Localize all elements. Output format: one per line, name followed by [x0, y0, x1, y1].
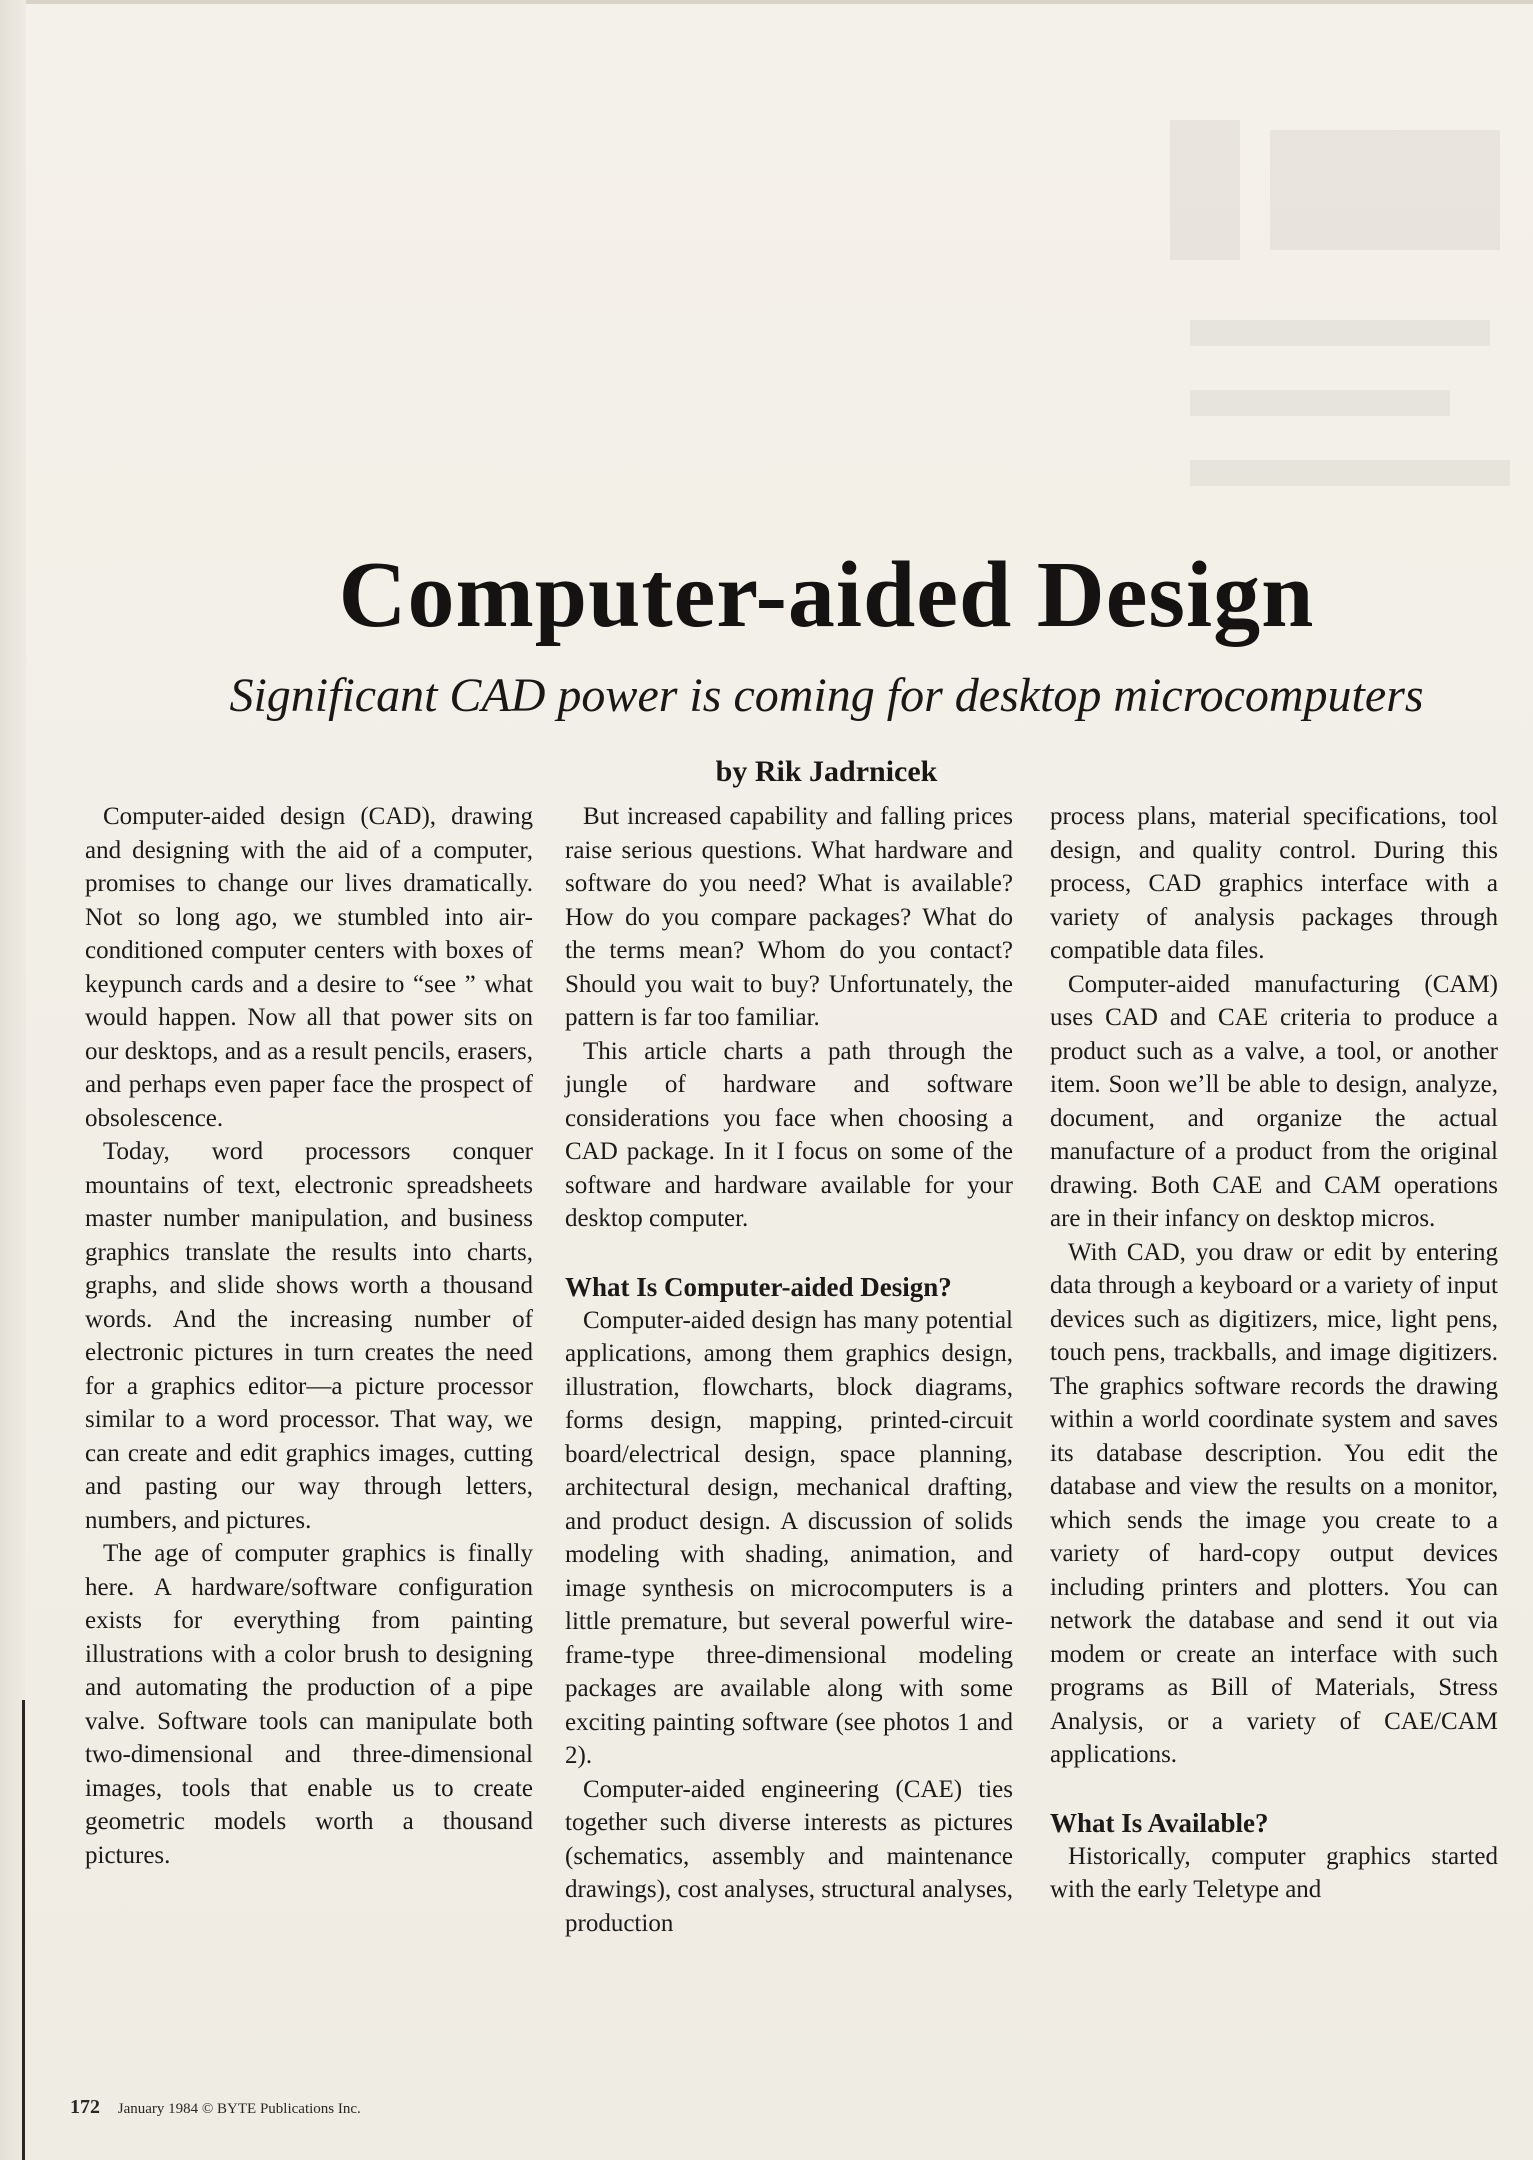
article-title: Computer-aided Design [338, 543, 1315, 647]
paragraph: Historically, computer graphics started with the early Teletype and [1050, 1842, 1498, 1903]
paragraph: process plans, material specifications, tool design, and quality control. During this process, CAD graphics interface with a variety of analysis packages through compatible data files. [1050, 803, 1498, 964]
page-top-edge [0, 0, 1533, 4]
paragraph: The age of computer graphics is finally here. A hardware/software configuration exists for everything from painting illustrations with a color brush to designing and automating the production of a pipe valve. Software tools can manipulate both two-dimensional and three-dimensional images, tools that enable us to create geometric models worth a thousand pictures. [85, 1540, 533, 1869]
paragraph: This article charts a path through the jungle of hardware and software considerations you face when choosing a CAD package. In it I focus on some of the software and hardware available for your desktop computer. [565, 1037, 1013, 1232]
paragraph: Computer-aided design (CAD), drawing and designing with the aid of a computer, promises to change our lives dramatically. Not so long ago, we stumbled into air-conditioned computer centers with boxes of keypunch cards and a desire to “see ” what would happen. Now all that power sits on our desktops, and as a result pencils, erasers, and perhaps even paper face the prospect of obsolescence. [85, 803, 533, 1132]
paragraph: Today, word processors conquer mountains of text, electronic spreadsheets master number manipulation, and business graphics translate the results into charts, graphs, and slide shows worth a thousand words. And the increasing number of electronic pictures in turn creates the need for a graphics editor—a picture processor similar to a word processor. That way, we can create and edit graphics images, cutting and pasting our way through letters, numbers, and pictures. [85, 1138, 533, 1534]
section-heading: What Is Computer-aided Design? [565, 1271, 952, 1302]
text-column-3 [1050, 800, 1498, 1907]
paragraph: With CAD, you draw or edit by entering data through a keyboard or a variety of input devices such as digitizers, mice, light pens, touch pens, trackballs, and image digitizers. The graphics software records the drawing within a world coordinate system and saves its database description. You edit the database and view the results on a monitor, which sends the image you create to a variety of hard-copy output devices including printers and plotters. You can network the database and send it out via modem or create an interface with such programs as Bill of Materials, Stress Analysis, or a variety of CAE/CAM applications. [1050, 1238, 1498, 1768]
paragraph: Computer-aided engineering (CAE) ties together such diverse interests as pictures (schematics, assembly and maintenance drawings), cost analyses, structural analyses, production [565, 1775, 1013, 1937]
section-heading: What Is Available? [1050, 1807, 1269, 1838]
page-number: 172 [70, 2096, 100, 2118]
text-column-2 [565, 800, 1013, 1940]
binding-shadow-line [22, 1700, 25, 2160]
footer-credit: January 1984 © BYTE Publications Inc. [117, 2101, 361, 2117]
article-subtitle: Significant CAD power is coming for desktop microcomputers [229, 669, 1424, 722]
page-footer [70, 2095, 361, 2121]
paragraph: But increased capability and falling prices raise serious questions. What hardware and software do you need? What is available? How do you compare packages? What do the terms mean? Whom do you contact? Should you wait to buy? Unfortunately, the pattern is far too familiar. [565, 803, 1013, 1031]
text-column-1 [85, 800, 533, 1872]
paragraph: Computer-aided manufacturing (CAM) uses CAD and CAE criteria to produce a product such as a valve, a tool, or another item. Soon we’ll be able to design, analyze, document, and organize the actual manufacture of a product from the original drawing. Both CAE and CAM operations are in their infancy on desktop micros. [1050, 970, 1498, 1232]
article-byline: by Rik Jadrnicek [715, 755, 938, 788]
paragraph: Computer-aided design has many potential applications, among them graphics design, illustration, flowcharts, block diagrams, forms design, mapping, printed-circuit board/electrical design, space planning, architectural design, mechanical drafting, and product design. A discussion of solids modeling with shading, animation, and image synthesis on microcomputers is a little premature, but several powerful wire-frame-type three-dimensional modeling packages are available along with some exciting painting software (see photos 1 and 2). [565, 1306, 1013, 1769]
